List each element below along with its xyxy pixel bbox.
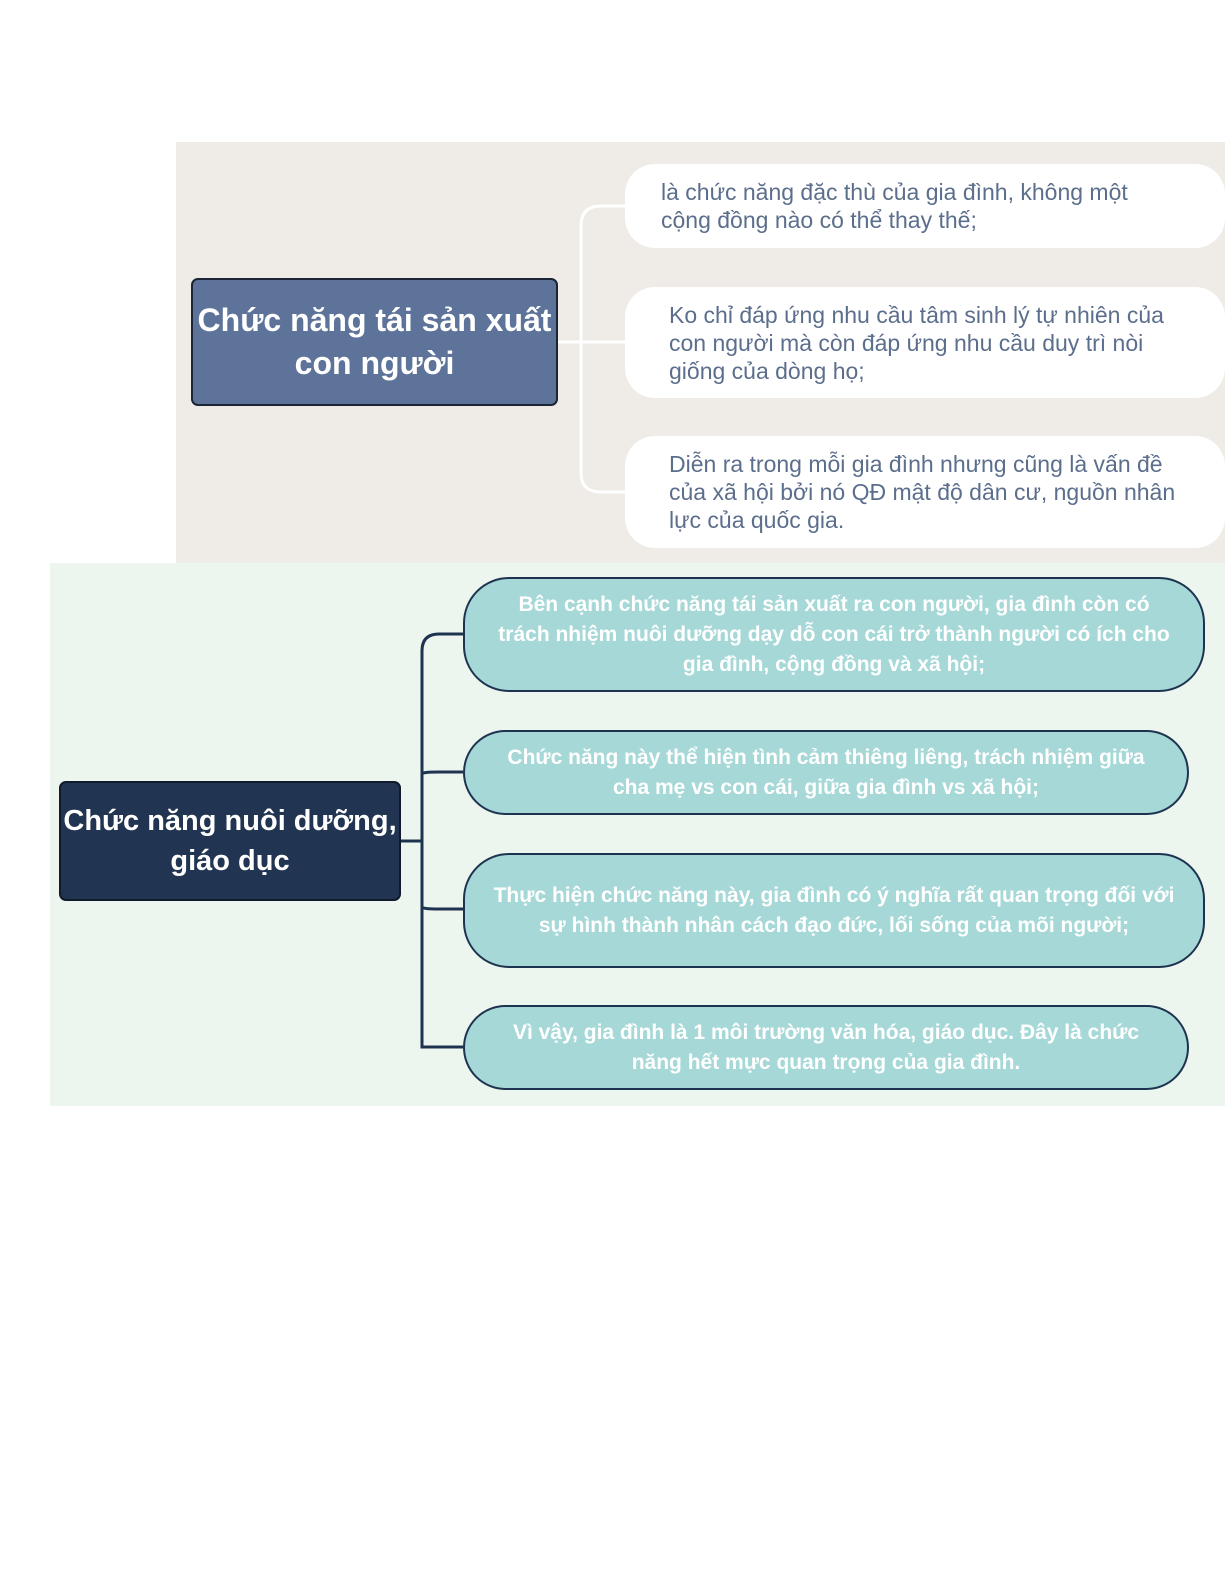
section-nurture-education (50, 563, 1225, 1106)
branch-node (463, 853, 1205, 968)
connector-trunk (558, 206, 625, 492)
branch-node (463, 1005, 1189, 1090)
root-label: Chức năng tái sản xuất con người (197, 302, 552, 381)
branch-text: Diễn ra trong mỗi gia đình nhưng cũng là vấn đề của xã hội bởi nó QĐ mật độ dân cư, nguồn nhân lực của quốc gia. (669, 451, 1176, 533)
root-label: Chức năng nuôi dưỡng, giáo dục (63, 805, 397, 877)
branch-node (463, 577, 1205, 692)
branch-node (625, 287, 1225, 398)
branch-node (625, 164, 1225, 248)
root-node-nurture (59, 781, 401, 901)
branch-text: Bên cạnh chức năng tái sản xuất ra con người, gia đình còn có trách nhiệm nuôi dưỡng dạy dỗ con cái trở thành người có ích cho gia đình, cộng đồng và xã hội; (498, 592, 1170, 676)
branch-text: Ko chỉ đáp ứng nhu cầu tâm sinh lý tự nhiên của con người mà còn đáp ứng nhu cầu duy trì nòi giống của dòng họ; (669, 301, 1164, 384)
branch-node (463, 730, 1189, 815)
connector-trunk (401, 634, 463, 1047)
branch-text: Thực hiện chức năng này, gia đình có ý nghĩa rất quan trọng đối với sự hình thành nhân cách đạo đức, lối sống của mõi người; (493, 883, 1175, 937)
section-reproduction (176, 142, 1225, 563)
root-node-reproduction (191, 278, 558, 406)
branch-node (625, 436, 1225, 548)
branch-text: Vì vậy, gia đình là 1 môi trường văn hóa, giáo dục. Đây là chức năng hết mực quan trọng của gia đình. (512, 1020, 1140, 1074)
branch-text: Chức năng này thể hiện tình cảm thiêng liêng, trách nhiệm giữa cha mẹ vs con cái, giữa gia đình vs xã hội; (507, 745, 1145, 799)
branch-text: là chức năng đặc thù của gia đình, không một cộng đồng nào có thể thay thế; (661, 179, 1128, 233)
